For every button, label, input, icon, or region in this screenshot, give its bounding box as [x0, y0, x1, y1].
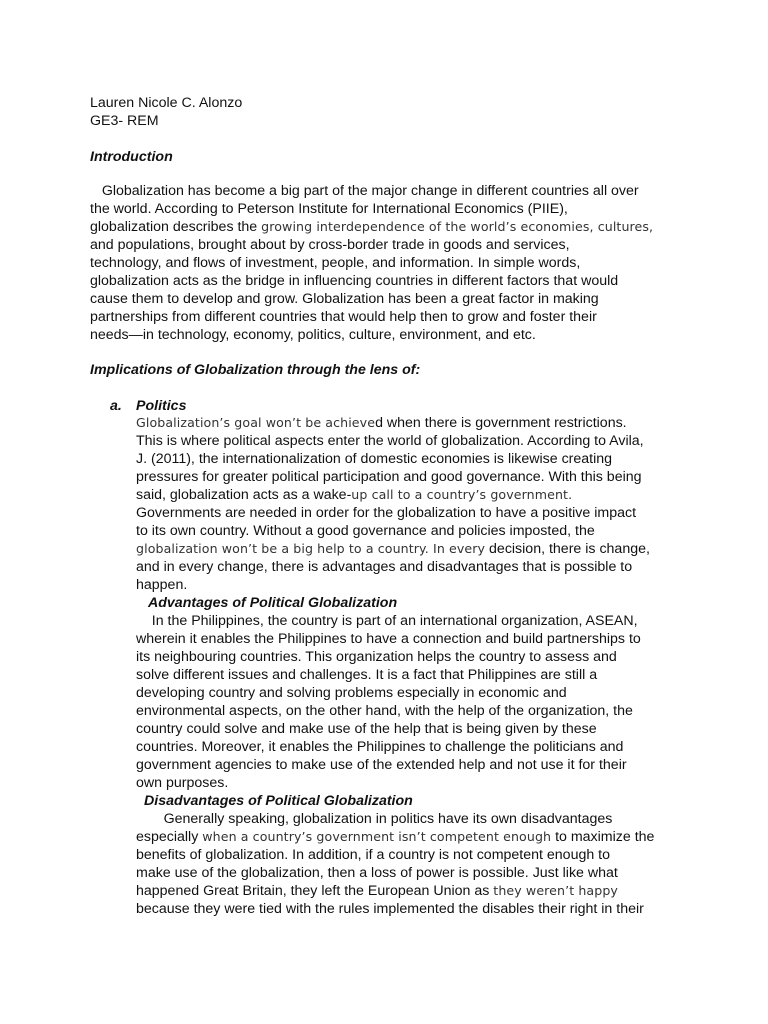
text-line: Governments are needed in order for the globalization to have a positive impact	[136, 505, 637, 521]
text-line: its neighbouring countries. This organization helps the country to assess and	[136, 649, 617, 665]
politics-heading: Politics	[136, 398, 187, 414]
advantages-heading: Advantages of Political Globalization	[148, 595, 398, 611]
text-line: solve different issues and challenges. It is a fact that Philippines are still a	[136, 667, 598, 683]
text-line: needs—in technology, economy, politics, culture, environment, and etc.	[90, 327, 536, 343]
course-code: GE3- REM	[90, 113, 159, 129]
text-line: cause them to develop and grow. Globalization has been a great factor in making	[90, 291, 599, 307]
text-span: when a country’s government isn’t competent enough	[202, 829, 552, 844]
text-line: partnerships from different countries that would help then to grow and foster their	[90, 309, 597, 325]
text-span: happened Great Britain, they left the European Union as	[136, 883, 494, 899]
text-line: In the Philippines, the country is part of an international organization, ASEAN,	[136, 613, 638, 629]
text-line: technology, and flows of investment, people, and information. In simple words,	[90, 255, 581, 271]
text-span: to maximize the	[551, 829, 655, 845]
text-span: they weren’t happy	[493, 883, 618, 898]
text-span: growing interdependence of the world’s economies, cultures,	[261, 219, 654, 234]
text-line: countries. Moreover, it enables the Philippines to challenge the politicians and	[136, 739, 624, 755]
implications-heading: Implications of Globalization through the lens of:	[90, 362, 421, 378]
text-span: globalization describes the	[90, 219, 262, 235]
disadvantages-heading: Disadvantages of Political Globalization	[144, 793, 413, 809]
author-name: Lauren Nicole C. Alonzo	[90, 95, 243, 111]
text-line: the world. According to Peterson Institute for International Economics (PIIE),	[90, 201, 568, 217]
text-line: Globalization has become a big part of the major change in different countries all over	[90, 183, 639, 199]
text-line	[90, 218, 653, 236]
text-line: own purposes.	[136, 775, 229, 791]
text-line: environmental aspects, on the other hand, with the help of the organization, the	[136, 703, 633, 719]
politics-marker: a.	[110, 398, 122, 414]
text-span: said, globalization acts as a wake-	[136, 487, 352, 503]
text-line: J. (2011), the internationalization of domestic economies is likewise creating	[136, 451, 613, 467]
text-line: make use of the globalization, then a loss of power is possible. Just like what	[136, 865, 618, 881]
text-line: developing country and solving problems especially in economic and	[136, 685, 567, 701]
text-span: up call to a country’s government.	[351, 487, 573, 502]
text-line: pressures for greater political participation and good governance. With this being	[136, 469, 642, 485]
text-line: to its own country. Without a good governance and policies imposted, the	[136, 523, 595, 539]
text-line	[136, 828, 654, 846]
text-span: globalization won’t be a big help to a country. In every	[136, 541, 486, 556]
text-span: d when there is government restrictions.	[375, 415, 627, 431]
text-span: Globalization’s goal won’t be achieve	[136, 415, 376, 430]
text-line: because they were tied with the rules implemented the disables their right in their	[136, 901, 644, 917]
text-line: Generally speaking, globalization in politics have its own disadvantages	[136, 811, 613, 827]
text-line: This is where political aspects enter the world of globalization. According to Avila,	[136, 433, 644, 449]
text-line: country could solve and make use of the help that is being given by these	[136, 721, 597, 737]
intro-heading: Introduction	[90, 149, 173, 165]
text-line	[136, 486, 572, 504]
text-span: especially	[136, 829, 203, 845]
text-line: globalization acts as the bridge in influencing countries in different factors that would	[90, 273, 619, 289]
text-line	[136, 414, 627, 432]
text-line	[136, 882, 618, 900]
text-line: and populations, brought about by cross-border trade in goods and services,	[90, 237, 570, 253]
text-line: happen.	[136, 577, 188, 593]
text-line: benefits of globalization. In addition, if a country is not competent enough to	[136, 847, 611, 863]
text-line: and in every change, there is advantages and disadvantages that is possible to	[136, 559, 633, 575]
text-line	[136, 540, 650, 558]
text-line: wherein it enables the Philippines to have a connection and build partnerships to	[136, 631, 641, 647]
text-span: decision, there is change,	[485, 541, 650, 557]
text-line: government agencies to make use of the extended help and not use it for their	[136, 757, 627, 773]
